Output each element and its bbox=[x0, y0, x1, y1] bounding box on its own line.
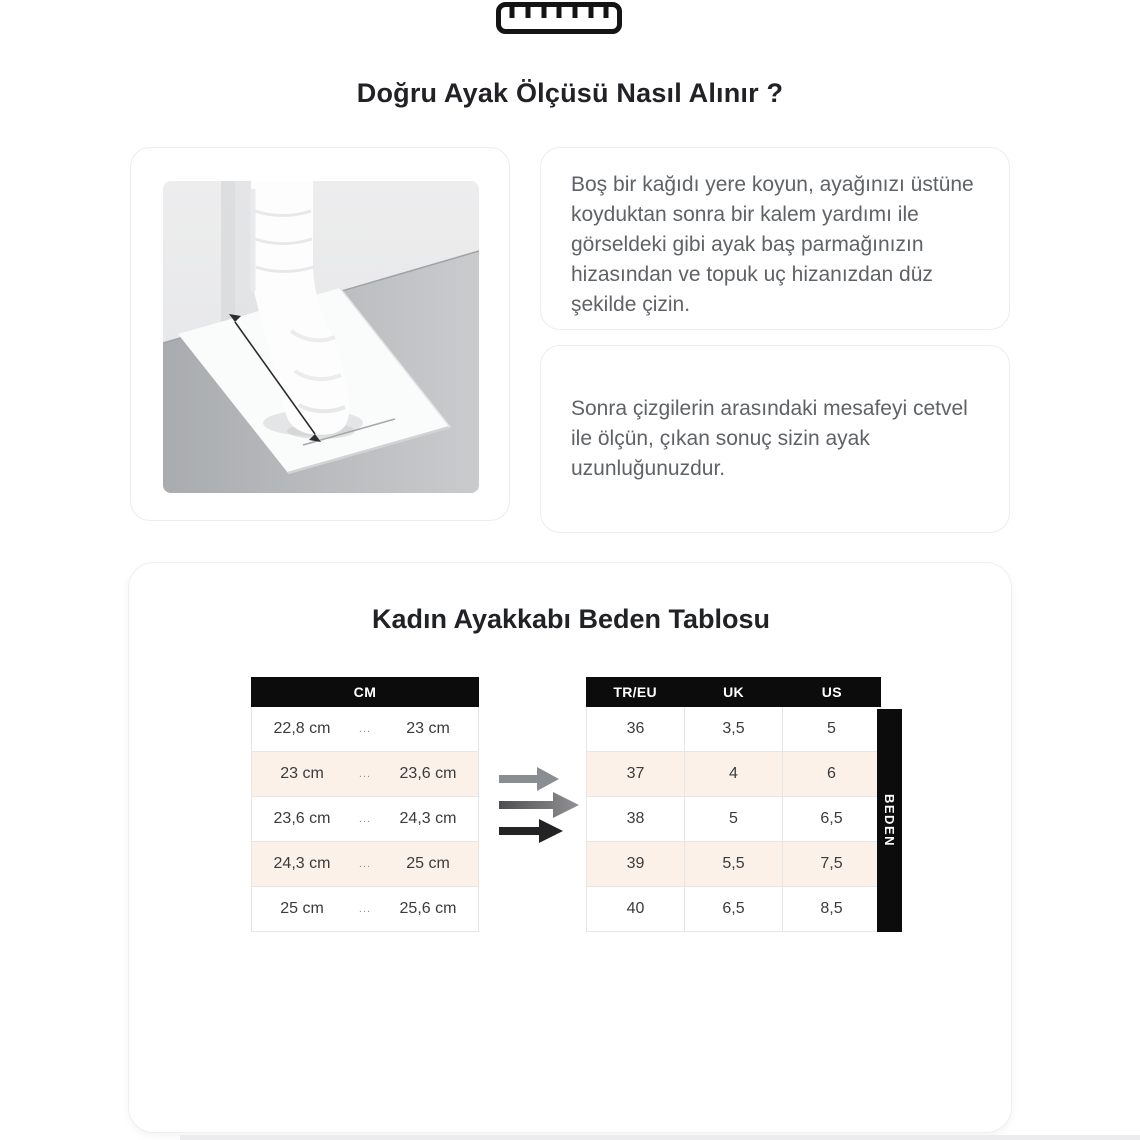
cm-to: 23 cm bbox=[406, 720, 450, 737]
table-row bbox=[252, 797, 478, 842]
table-row bbox=[587, 752, 880, 797]
beden-side-label: BEDEN bbox=[877, 709, 902, 932]
size-chart-card bbox=[128, 562, 1012, 1133]
header-uk: UK bbox=[723, 684, 744, 700]
range-separator: ... bbox=[358, 858, 372, 870]
size-cell: 7,5 bbox=[820, 855, 843, 872]
arrows-right-icon bbox=[497, 763, 583, 853]
table-row bbox=[587, 842, 880, 887]
size-cell: 8,5 bbox=[820, 900, 843, 917]
size-cell: 37 bbox=[587, 752, 685, 796]
cm-from: 23,6 cm bbox=[273, 810, 331, 827]
header-us: US bbox=[821, 684, 842, 700]
table-row bbox=[587, 887, 880, 931]
instruction-step2-box bbox=[540, 345, 1010, 533]
range-separator: ... bbox=[358, 903, 372, 915]
cm-from: 24,3 cm bbox=[273, 855, 331, 872]
page-title: Doğru Ayak Ölçüsü Nasıl Alınır ? bbox=[356, 78, 784, 108]
cm-table bbox=[251, 677, 479, 932]
range-separator: ... bbox=[358, 813, 372, 825]
size-table-header bbox=[586, 677, 881, 707]
ruler-icon bbox=[496, 2, 622, 34]
page-bottom-divider bbox=[180, 1135, 1140, 1140]
table-row bbox=[587, 797, 880, 842]
size-cell: 5 bbox=[685, 797, 783, 841]
foot-measurement-photo bbox=[163, 181, 479, 493]
cm-to: 24,3 cm bbox=[399, 810, 457, 827]
size-cell: 5 bbox=[827, 720, 836, 737]
size-cell: 3,5 bbox=[685, 707, 783, 751]
size-cell: 6,5 bbox=[685, 887, 783, 931]
table-row bbox=[252, 707, 478, 752]
cm-to: 23,6 cm bbox=[399, 765, 457, 782]
cm-to: 25 cm bbox=[406, 855, 450, 872]
size-cell: 6,5 bbox=[820, 810, 843, 827]
cm-to: 25,6 cm bbox=[399, 900, 457, 917]
size-cell: 4 bbox=[685, 752, 783, 796]
size-table bbox=[586, 677, 881, 932]
table-row bbox=[252, 887, 478, 931]
size-cell: 6 bbox=[827, 765, 836, 782]
header-tr-eu: TR/EU bbox=[613, 684, 657, 700]
table-row bbox=[252, 842, 478, 887]
size-cell: 38 bbox=[587, 797, 685, 841]
instruction-step1-box bbox=[540, 147, 1010, 330]
table-row bbox=[587, 707, 880, 752]
range-separator: ... bbox=[358, 723, 372, 735]
table-row bbox=[252, 752, 478, 797]
cm-from: 22,8 cm bbox=[273, 720, 331, 737]
size-cell: 40 bbox=[587, 887, 685, 931]
measurement-photo-card bbox=[130, 147, 510, 521]
size-cell: 39 bbox=[587, 842, 685, 886]
size-cell: 5,5 bbox=[685, 842, 783, 886]
cm-table-header: CM bbox=[251, 677, 479, 707]
size-cell: 36 bbox=[587, 707, 685, 751]
instruction-step2-text: Sonra çizgilerin arasındaki mesafeyi cetvel ile ölçün, çıkan sonuç sizin ayak uzunluğunuzdur. bbox=[571, 397, 968, 480]
instruction-step1-text: Boş bir kağıdı yere koyun, ayağınızı üstüne koyduktan sonra bir kalem yardımı ile görseldeki gibi ayak baş parmağınızın hizasından ve topuk uç hizanızdan düz şekilde çizin. bbox=[571, 173, 974, 316]
range-separator: ... bbox=[358, 768, 372, 780]
cm-from: 23 cm bbox=[280, 765, 324, 782]
size-chart-title: Kadın Ayakkabı Beden Tablosu bbox=[371, 604, 771, 634]
cm-from: 25 cm bbox=[280, 900, 324, 917]
